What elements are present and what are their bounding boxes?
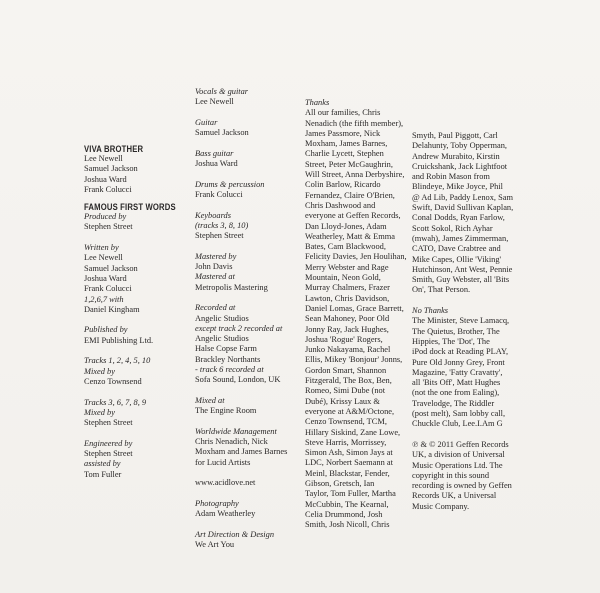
credit-line: Fitzgerald, The Box, Ben, [305, 376, 392, 386]
credit-line: We Art You [195, 540, 235, 550]
credit-role: Bass guitar [195, 148, 234, 158]
credit-line: Will Street, Anna Derbyshire, [305, 170, 405, 180]
credit-line: Felicity Davies, Jen Houlihan, [305, 252, 407, 262]
credit-line: Samuel Jackson [84, 164, 138, 174]
credit-line: Hutchinson, Ant West, Pennie [412, 264, 513, 274]
credit-role: except track 2 recorded at [195, 323, 283, 333]
credit-line: (mwah), James Zimmerman, [412, 233, 509, 243]
credit-line: Conal Dodds, Ryan Farlow, [412, 213, 505, 223]
spacer [195, 200, 300, 210]
credit-line: Smyth, Paul Piggott, Carl [412, 131, 498, 140]
credit-role: Tracks 1, 2, 4, 5, 10 [84, 356, 151, 366]
credit-line: Nenadich (the fifth member), [305, 118, 404, 128]
credit-role: Mixed by [84, 366, 115, 376]
credit-line: Frank Colucci [84, 184, 132, 194]
credit-role: No Thanks [412, 306, 449, 316]
credit-line: Cenzo Townsend, TCM, [305, 417, 387, 427]
credit-line: Smith, Josh Nicoll, Chris [305, 520, 390, 530]
credit-line: Daniel Kingham [84, 304, 140, 314]
credit-line: Daniel Lomas, Grace Barrett, [305, 303, 404, 313]
credit-line: copyright in this sound [412, 470, 490, 480]
credit-line: John Davis [195, 262, 233, 272]
credit-line: Chuckle Club, Lee.I.Am G [412, 419, 503, 429]
credit-line: @ Ad Lib, Paddy Lenox, Sam [412, 192, 513, 202]
spacer [195, 386, 300, 396]
credit-role: Recorded at [195, 303, 236, 313]
credit-line: Lee Newell [195, 97, 234, 107]
credit-line: Moxham and James Barnes [195, 447, 288, 457]
spacer [195, 138, 300, 148]
spacer [84, 346, 188, 356]
credit-line: Gordon Smart, Shannon [305, 365, 387, 375]
spacer [412, 430, 520, 440]
credit-line: Lee Newell [84, 154, 123, 163]
credit-role: Written by [84, 243, 119, 253]
credit-line: Hippies, The 'Dot', The [412, 336, 490, 346]
credit-line: Sean Mahoney, Poor Old [305, 314, 390, 324]
credit-line: Charlie Lycett, Stephen [305, 149, 384, 159]
credit-role: Published by [84, 325, 128, 335]
credit-line: Dubé), Krissy Laux & [305, 396, 380, 406]
credit-role: Engineered by [84, 438, 133, 448]
credit-line: Records UK, a Universal [412, 491, 497, 501]
credit-line: Metropolis Mastering [195, 282, 268, 292]
credit-line: Chris Nenadich, Nick [195, 437, 268, 447]
credit-role: Art Direction & Design [195, 529, 275, 539]
spacer [195, 417, 300, 427]
credit-line: Romeo, Simi Dube (not [305, 386, 386, 396]
credit-line: Bates, Cam Blackwood, [305, 242, 386, 252]
credit-line: CATO, Dave Crabtree and [412, 244, 501, 254]
credit-line: All our families, Chris [305, 108, 381, 118]
credit-line: Hillary Siskind, Zane Lowe, [305, 427, 401, 437]
credit-line: everyone at Geffen Records, [305, 211, 401, 221]
credit-line: all 'Bits Off', Matt Hughes [412, 378, 501, 388]
credit-line: Colin Barlow, Ricardo [305, 180, 381, 190]
credit-line: www.acidlove.net [195, 478, 256, 488]
credit-line: recording is owned by Geffen [412, 481, 512, 491]
credit-line: Chris Dashwood and [305, 200, 376, 210]
credit-line: Halse Copse Farm [195, 344, 257, 354]
credit-line: Stephen Street [84, 222, 133, 232]
credit-line: Joshua Ward [84, 174, 127, 184]
thanks-copyright-column [412, 131, 520, 512]
credit-line: Magazine, 'Fatty Cravatty', [412, 367, 503, 377]
credit-line: Frank Colucci [84, 284, 132, 294]
credit-line: Swift, David Sullivan Kaplan, [412, 203, 514, 213]
credit-line: iPod dock at Reading PLAY, [412, 347, 509, 357]
credit-line: UK, a division of Universal [412, 450, 505, 460]
credit-role: 1,2,6,7 with [84, 294, 124, 304]
credit-line: Simon Ash, Simon Jays at [305, 448, 393, 458]
credits-column-2 [195, 87, 300, 550]
spacer [195, 241, 300, 251]
credit-line: On', That Person. [412, 285, 471, 295]
credit-line: Smith, Guy Webster, all 'Bits [412, 275, 510, 285]
credit-line: Angelic Studios [195, 334, 249, 344]
credit-line: Scott Sokol, Rich Ayhar [412, 223, 493, 233]
spacer [195, 489, 300, 499]
credit-line: Frank Colucci [195, 189, 243, 199]
credit-line: Music Operations Ltd. The [412, 460, 503, 470]
section-heading: VIVA BROTHER [84, 143, 144, 154]
credit-line: ℗ & © 2011 Geffen Records [412, 439, 509, 449]
credit-line: Stephen Street [195, 231, 244, 241]
credit-line: for Lucid Artists [195, 457, 251, 467]
credit-line: James Passmore, Nick [305, 128, 381, 138]
credit-line: EMI Publishing Ltd. [84, 335, 154, 345]
spacer [195, 468, 300, 478]
spacer [195, 108, 300, 118]
spacer [195, 293, 300, 303]
credit-line: McCubbin, The Kearnal, [305, 499, 389, 509]
credit-line: Samuel Jackson [84, 263, 138, 273]
spacer [412, 296, 520, 306]
credit-role: Guitar [195, 117, 218, 127]
credit-line: Andrew Murabito, Kirstin [412, 151, 500, 161]
thanks-column [305, 98, 409, 530]
credit-role: Drums & percussion [195, 179, 265, 189]
credit-line: Celia Drummond, Josh [305, 509, 383, 519]
credit-line: (not the one from Ealing), [412, 388, 500, 398]
credit-line: LDC, Norbert Saemann at [305, 458, 393, 468]
credit-line: Sofa Sound, London, UK [195, 375, 281, 385]
credit-line: Joshua Ward [84, 273, 127, 283]
credit-line: Pure Old Jonny Grey, Front [412, 357, 505, 367]
credit-line: Fernandez, Claire O'Brien, [305, 190, 395, 200]
credit-line: Lee Newell [84, 253, 123, 263]
credit-line: Samuel Jackson [195, 128, 249, 138]
credit-role: Mixed at [195, 395, 225, 405]
credit-role: Mastered at [195, 272, 235, 282]
credit-line: Tom Fuller [84, 469, 122, 479]
credit-line: Angelic Studios [195, 313, 249, 323]
credit-line: Steve Harris, Morrissey, [305, 437, 387, 447]
credit-role: Vocals & guitar [195, 87, 249, 96]
credit-line: Mike Capes, Ollie 'Viking' [412, 254, 502, 264]
credit-line: Junko Nakayama, Rachel [305, 345, 391, 355]
credit-line: The Quietus, Brother, The [412, 326, 500, 336]
credit-line: Music Company. [412, 501, 470, 511]
credit-role: Photography [195, 498, 239, 508]
credit-line: Adam Weatherley [195, 509, 256, 519]
spacer [84, 315, 188, 325]
credit-line: Ellis, Mikey 'Bonjour' Jonns, [305, 355, 403, 365]
spacer [84, 233, 188, 243]
credit-line: Lawton, Chris Davidson, [305, 293, 390, 303]
credit-role: Thanks [305, 98, 330, 107]
credit-line: Murray Chalmers, Frazer [305, 283, 390, 293]
credit-role: assisted by [84, 459, 121, 469]
credit-role: (tracks 3, 8, 10) [195, 220, 249, 230]
credit-line: Joshua Ward [195, 159, 238, 169]
credit-role: Worldwide Management [195, 426, 277, 436]
credit-line: Stephen Street [84, 418, 133, 428]
credit-line: Joshua 'Rogue' Rogers, [305, 334, 383, 344]
credit-line: Travelodge, The Riddler [412, 398, 495, 408]
spacer [195, 519, 300, 529]
spacer [195, 169, 300, 179]
credit-line: Merry Webster and Rage [305, 262, 389, 272]
credit-line: Mountain, Neon Gold, [305, 273, 381, 283]
credit-line: Stephen Street [84, 449, 133, 459]
credit-line: Cruickshank, Jack Lightfoot [412, 161, 508, 171]
credit-line: everyone at A&M/Octone, [305, 406, 395, 416]
credit-line: (post melt), Sam lobby call, [412, 409, 506, 419]
credit-line: and Robin Mason from [412, 172, 490, 182]
credit-line: Moxham, James Barnes, [305, 139, 388, 149]
credit-line: Delahunty, Toby Opperman, [412, 141, 508, 151]
credit-line: Jonny Ray, Jack Hughes, [305, 324, 389, 334]
credit-line: Brackley Northants [195, 354, 261, 364]
credit-role: - track 6 recorded at [195, 365, 264, 375]
section-heading: FAMOUS FIRST WORDS [84, 201, 176, 213]
credit-line: Dan Lloyd-Jones, Adam [305, 221, 387, 231]
credit-line: Taylor, Tom Fuller, Martha [305, 489, 396, 499]
credits-column-1 [84, 143, 188, 480]
spacer [84, 428, 188, 438]
credit-line: Street, Peter McGaughrin, [305, 159, 393, 169]
credit-line: Blindeye, Mike Joyce, Phil [412, 182, 503, 192]
credit-role: Mastered by [195, 251, 237, 261]
credit-line: The Minister, Steve Lamacq, [412, 316, 510, 326]
credit-role: Keyboards [195, 210, 231, 220]
credit-line: Weatherley, Matt & Emma [305, 231, 395, 241]
credit-line: Meinl, Blackstar, Fender, [305, 468, 390, 478]
credit-line: Gibson, Gretsch, Ian [305, 478, 375, 488]
spacer [84, 387, 188, 397]
credit-line: Cenzo Townsend [84, 376, 142, 386]
credit-line: The Engine Room [195, 406, 257, 416]
credit-role: Mixed by [84, 407, 115, 417]
credit-role: Tracks 3, 6, 7, 8, 9 [84, 397, 147, 407]
credit-role: Produced by [84, 212, 127, 222]
